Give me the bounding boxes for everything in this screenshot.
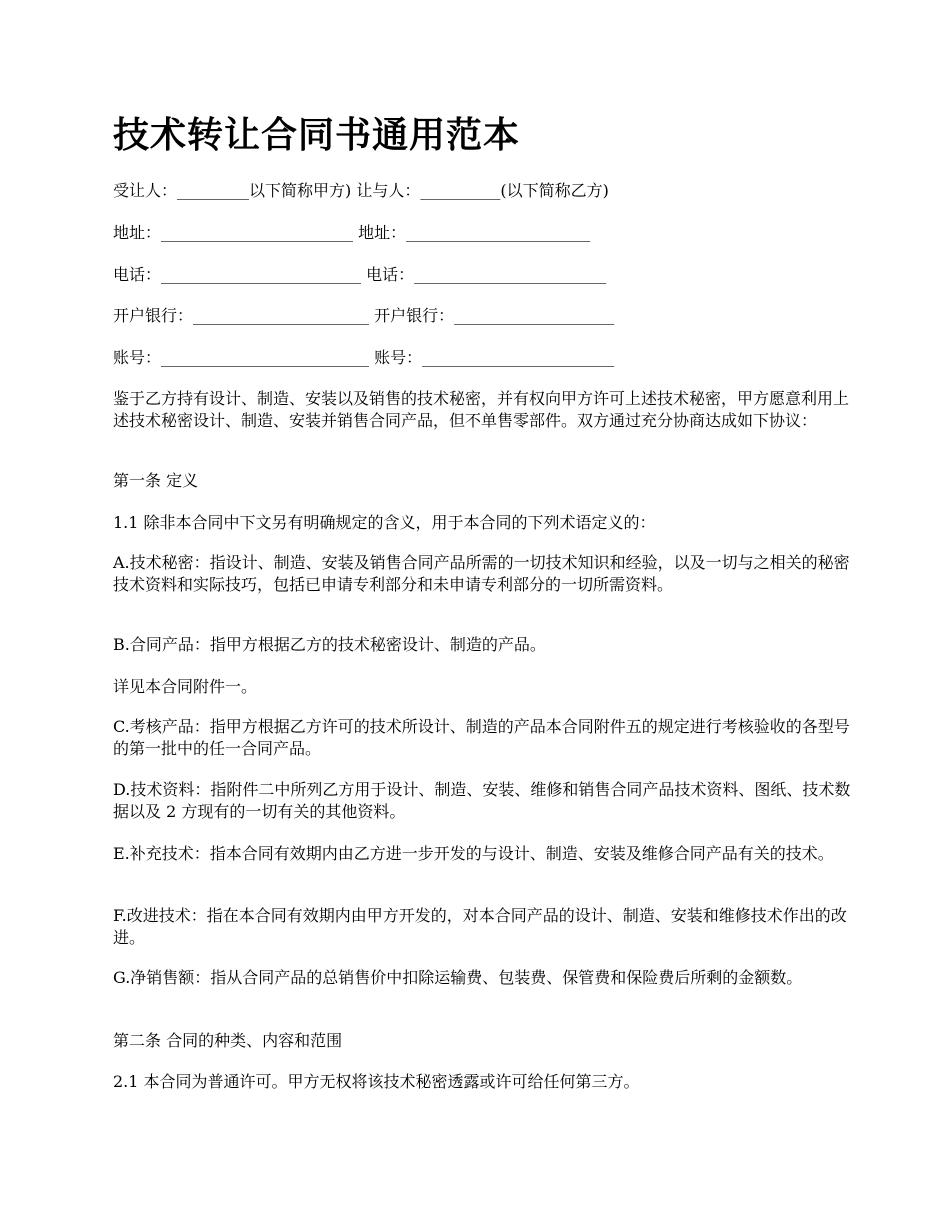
clause-1-1: 1.1 除非本合同中下文另有明确规定的含义，用于本合同的下列术语定义的： <box>113 513 656 532</box>
definition-a: A.技术秘密：指设计、制造、安装及销售合同产品所需的一切技术知识和经验，以及一切与之相关的秘密技术资料和实际技巧，包括已申请专利部分和未申请专利部分的一切所需资料。 <box>113 553 850 594</box>
party-names-line: 受让人：_________以下简称甲方) 让与人：__________(以下简称乙方) <box>113 181 609 200</box>
annex-reference: 详见本合同附件一。 <box>113 677 258 696</box>
article-1-heading: 第一条 定义 <box>113 471 199 490</box>
document-title: 技术转让合同书通用范本 <box>113 115 521 156</box>
definition-f: F.改进技术：指在本合同有效期内由甲方开发的，对本合同产品的设计、制造、安装和维修技术作出的改进。 <box>113 906 847 947</box>
account-line: 账号：__________________________ 账号：________________________ <box>113 348 615 367</box>
definition-d: D.技术资料：指附件二中所列乙方用于设计、制造、安装、维修和销售合同产品技术资料、图纸、技术数据以及 2 方现有的一切有关的其他资料。 <box>113 780 851 821</box>
address-line: 地址：________________________ 地址：_______________________ <box>113 223 591 242</box>
definition-g: G.净销售额：指从合同产品的总销售价中扣除运输费、包装费、保管费和保险费后所剩的金额数。 <box>113 968 803 987</box>
definition-b: B.合同产品：指甲方根据乙方的技术秘密设计、制造的产品。 <box>113 635 546 654</box>
phone-line: 电话：_________________________ 电话：________________________ <box>113 265 607 284</box>
definition-e: E.补充技术：指本合同有效期内由乙方进一步开发的与设计、制造、安装及维修合同产品有关的技术。 <box>113 844 834 863</box>
definition-c: C.考核产品：指甲方根据乙方许可的技术所设计、制造的产品本合同附件五的规定进行考核验收的各型号的第一批中的任一合同产品。 <box>113 717 850 758</box>
clause-2-1: 2.1 本合同为普通许可。甲方无权将该技术秘密透露或许可给任何第三方。 <box>113 1072 640 1091</box>
bank-line: 开户银行：______________________ 开户银行：____________________ <box>113 306 615 325</box>
article-2-heading: 第二条 合同的种类、内容和范围 <box>113 1031 343 1050</box>
preamble-paragraph: 鉴于乙方持有设计、制造、安装以及销售的技术秘密，并有权向甲方许可上述技术秘密，甲方愿意利用上述技术秘密设计、制造、安装并销售合同产品，但不单售零部件。双方通过充分协商达成如下协议： <box>113 389 850 430</box>
